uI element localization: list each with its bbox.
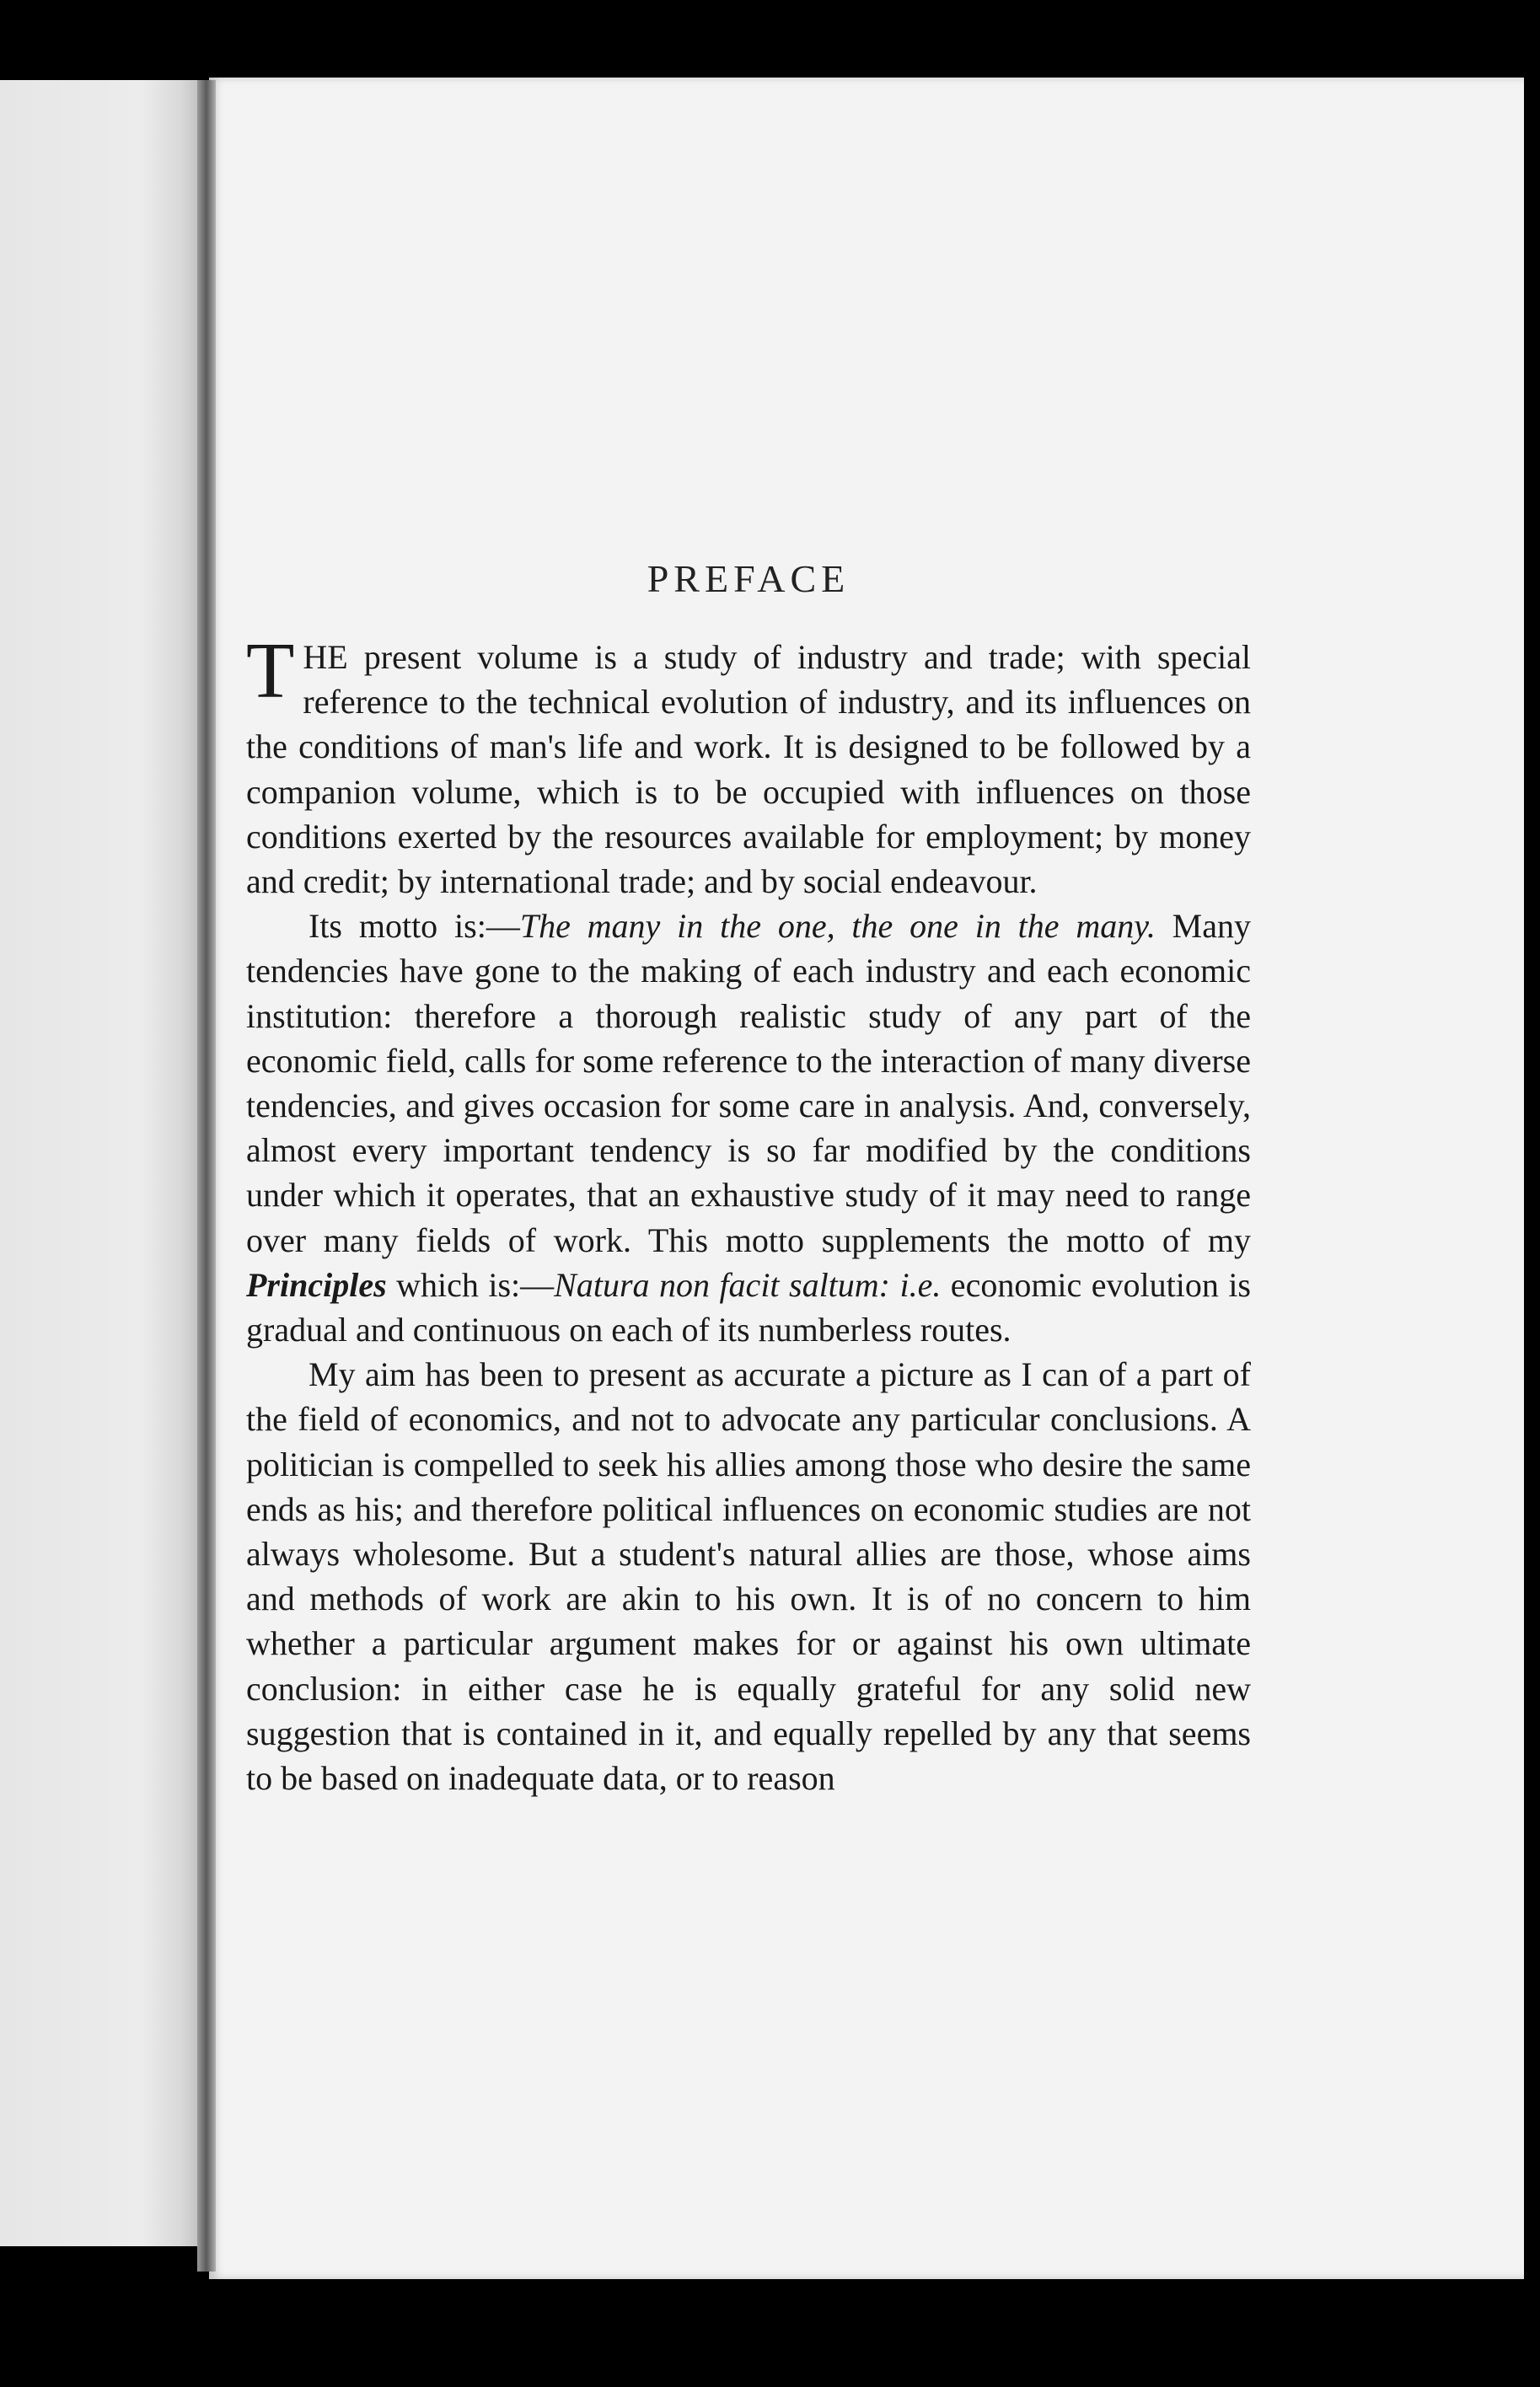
- paragraph-2-end: economic evolution is gradual and continuous on each of its numberless routes.: [246, 1265, 1252, 1349]
- page-title: PREFACE: [647, 557, 850, 600]
- paragraph-1: [246, 627, 1251, 904]
- paragraph-1-text: HE present volume is a study of industry and trade; with special reference to the technical evolution of industry, and its influences on the conditions of man's life and work. It is designed to be followed by a companion volume, which is to be occupied with influences on those conditions exerted by the resources available for employment; by money and credit; by international trade; and by social endeavour.: [246, 638, 1251, 901]
- page-content: [246, 556, 1251, 1800]
- motto-intro: Its motto is:—: [309, 907, 520, 946]
- book-gutter: [197, 80, 216, 2272]
- principles-intro: which is:—: [386, 1265, 555, 1304]
- motto-text: The many in the one, the one in the many.: [519, 907, 1156, 946]
- left-page-edge: [0, 80, 202, 2246]
- paragraph-3: My aim has been to present as accurate a picture as I can of a part of the field of economics, and not to advocate any particular conclusions. A politician is compelled to seek his allies among those who desire the same ends as his; and therefore political influences on economic studies are not always wholesome. But a student's natural allies are those, whose aims and methods of work are akin to his own. It is of no concern to him whether a particular argument makes for or against his own ultimate conclusion: in either case he is equally grateful for any solid new suggestion that is contained in it, and equally repelled by any that seems to be based on inadequate data, or to reason: [246, 1355, 1251, 1798]
- paragraph-2: [246, 904, 1251, 1352]
- drop-cap: T: [246, 627, 295, 715]
- principles-title: Principles: [246, 1265, 387, 1304]
- paragraph-2-body: Many tendencies have gone to the making of each industry and each economic institution: therefore a thorough realistic study of any part of the economic field, calls for some reference to the interaction of many diverse tendencies, and gives occasion for some care in analysis. And, conversely, almost every important tendency is so far modified by the conditions under which it operates, that an exhaustive study of it may need to range over many fields of work. This motto supplements the motto of my: [246, 907, 1251, 1259]
- latin-motto: Natura non facit saltum: i.e.: [554, 1265, 942, 1304]
